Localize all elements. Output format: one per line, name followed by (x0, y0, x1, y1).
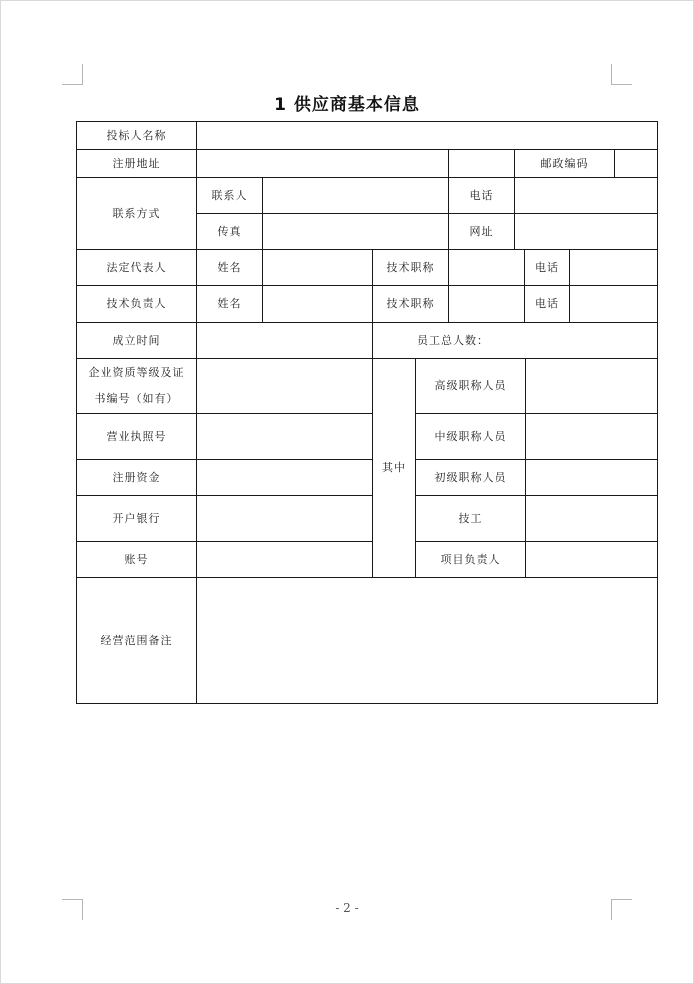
project-manager-label: 项目负责人 (415, 541, 526, 578)
contact-person-label: 联系人 (196, 177, 263, 214)
business-scope-label: 经营范围备注 (76, 577, 197, 704)
project-manager-field[interactable] (525, 541, 658, 578)
tech-lead-name-label: 姓名 (196, 285, 263, 323)
registered-capital-field[interactable] (196, 459, 373, 496)
contact-person-field[interactable] (262, 177, 449, 214)
page-title: 1 供应商基本信息 (274, 95, 420, 115)
registered-address-field[interactable] (196, 149, 449, 178)
legal-rep-title-label: 技术职称 (372, 249, 449, 286)
business-license-field[interactable] (196, 413, 373, 460)
bidder-name-label: 投标人名称 (76, 121, 197, 150)
business-license-label: 营业执照号 (76, 413, 197, 460)
website-label: 网址 (448, 213, 515, 250)
contact-method-label: 联系方式 (76, 177, 197, 250)
page-number: - 2 - (335, 901, 359, 915)
account-no-field[interactable] (196, 541, 373, 578)
registered-capital-label: 注册资金 (76, 459, 197, 496)
registered-address-field-extra[interactable] (447, 149, 515, 178)
business-scope-field[interactable] (196, 577, 658, 704)
established-date-field[interactable] (196, 322, 373, 359)
legal-rep-name-label: 姓名 (196, 249, 263, 286)
junior-title-staff-label: 初级职称人员 (415, 459, 526, 496)
bidder-name-field[interactable] (196, 121, 658, 150)
legal-representative-label: 法定代表人 (76, 249, 197, 286)
intermediate-title-staff-field[interactable] (525, 413, 658, 460)
account-no-label: 账号 (76, 541, 197, 578)
junior-title-staff-field[interactable] (525, 459, 658, 496)
technicians-label: 技工 (415, 495, 526, 542)
bank-name-field[interactable] (196, 495, 373, 542)
tech-lead-title-field[interactable] (448, 285, 525, 323)
crop-mark-top-right (611, 64, 632, 85)
tech-lead-name-field[interactable] (262, 285, 373, 323)
postal-code-field-cover[interactable] (614, 149, 658, 178)
tech-lead-phone-field[interactable] (569, 285, 658, 323)
senior-title-staff-field[interactable] (525, 358, 658, 414)
legal-rep-name-field[interactable] (262, 249, 373, 286)
technicians-field[interactable] (525, 495, 658, 542)
crop-mark-top-left (62, 64, 83, 85)
website-field[interactable] (514, 213, 658, 250)
phone-label-1: 电话 (448, 177, 515, 214)
bank-name-label: 开户银行 (76, 495, 197, 542)
legal-rep-title-field[interactable] (448, 249, 525, 286)
among-them-label: 其中 (372, 358, 416, 578)
technical-lead-label: 技术负责人 (76, 285, 197, 323)
intermediate-title-staff-label: 中级职称人员 (415, 413, 526, 460)
qualification-grade-field[interactable] (196, 358, 373, 414)
legal-rep-phone-field[interactable] (569, 249, 658, 286)
qualification-grade-label: 企业资质等级及证书编号（如有） (76, 358, 197, 414)
established-date-label: 成立时间 (76, 322, 197, 359)
senior-title-staff-label: 高级职称人员 (415, 358, 526, 414)
fax-label: 传真 (196, 213, 263, 250)
tech-lead-phone-label: 电话 (524, 285, 570, 323)
supplier-info-form (76, 121, 658, 704)
postal-code-label: 邮政编码 (514, 149, 615, 178)
legal-rep-phone-label: 电话 (524, 249, 570, 286)
total-employees-label: 员工总人数： (372, 322, 658, 359)
phone-field-1[interactable] (514, 177, 658, 214)
registered-address-label: 注册地址 (76, 149, 197, 178)
tech-lead-title-label: 技术职称 (372, 285, 449, 323)
fax-field[interactable] (262, 213, 449, 250)
